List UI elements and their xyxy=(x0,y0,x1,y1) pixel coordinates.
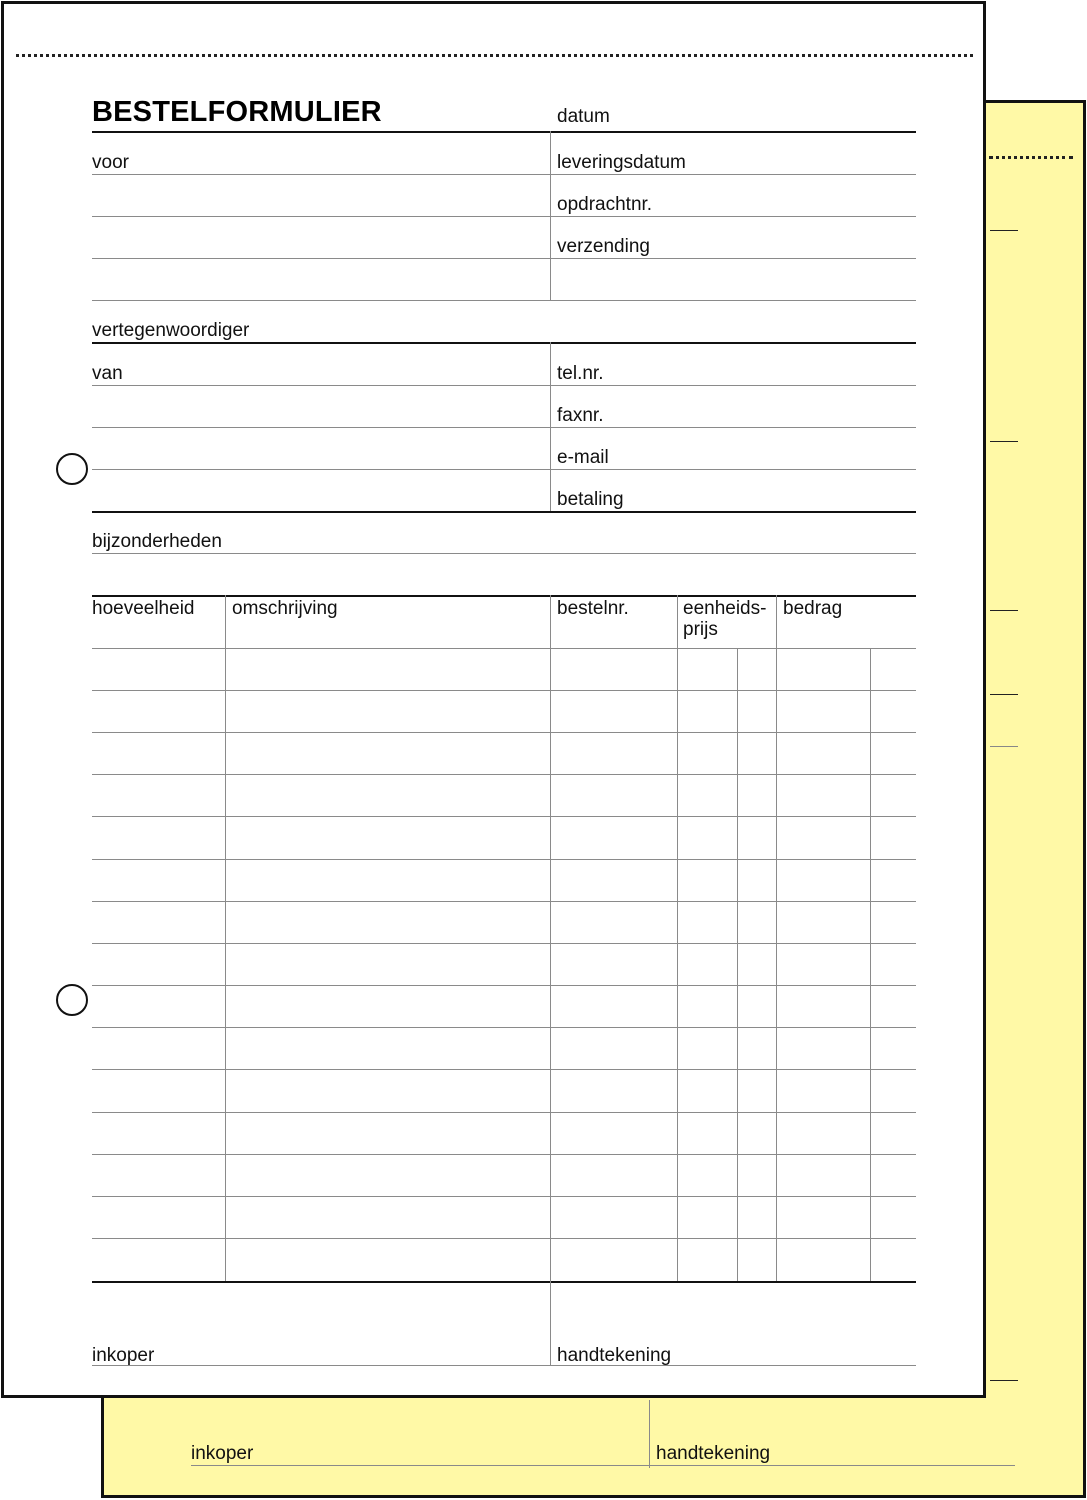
copy-divider xyxy=(649,1400,650,1468)
signature-line xyxy=(92,1365,916,1366)
vertegenwoordiger-label: vertegenwoordiger xyxy=(92,320,250,341)
contact-divider xyxy=(550,342,551,511)
opdrachtnr-label: opdrachtnr. xyxy=(557,194,653,215)
footer-divider xyxy=(550,1281,551,1365)
section-rule xyxy=(92,342,916,344)
copy-rule xyxy=(990,1380,1018,1381)
row-rule xyxy=(92,385,916,386)
table-row-rule xyxy=(92,1238,916,1239)
faxnr-label: faxnr. xyxy=(557,405,604,426)
col-bestelnr: bestelnr. xyxy=(557,598,629,619)
table-row-rule xyxy=(92,943,916,944)
row-rule xyxy=(92,469,916,470)
copy-rule xyxy=(990,230,1018,231)
email-label: e-mail xyxy=(557,447,609,468)
bijzonderheden-label: bijzonderheden xyxy=(92,531,222,552)
voor-label: voor xyxy=(92,152,129,173)
telnr-label: tel.nr. xyxy=(557,363,604,384)
col-eenheidsprijs: eenheids- prijs xyxy=(683,598,767,640)
table-row-rule xyxy=(92,1069,916,1070)
table-row-rule xyxy=(92,774,916,775)
table-row-rule xyxy=(92,816,916,817)
row-rule xyxy=(92,174,916,175)
col-divider xyxy=(550,595,551,1281)
col-divider xyxy=(677,595,678,1281)
table-row-rule xyxy=(92,901,916,902)
table-row-rule xyxy=(92,732,916,733)
copy-rule xyxy=(990,610,1018,611)
cents-divider xyxy=(737,648,738,1281)
col-divider xyxy=(225,595,226,1281)
copy-perforation xyxy=(989,156,1073,159)
table-top-rule xyxy=(92,595,916,597)
copy-handtekening-label: handtekening xyxy=(656,1443,771,1464)
table-row-rule xyxy=(92,1112,916,1113)
van-label: van xyxy=(92,363,123,384)
col-divider xyxy=(776,595,777,1281)
datum-label: datum xyxy=(557,106,610,127)
copy-rule xyxy=(990,694,1018,695)
row-rule xyxy=(92,258,916,259)
row-rule xyxy=(92,216,916,217)
verzending-label: verzending xyxy=(557,236,650,257)
table-bottom-rule xyxy=(92,1281,916,1283)
perforation-line xyxy=(16,54,973,57)
col-bedrag: bedrag xyxy=(783,598,843,619)
col-omschrijving: omschrijving xyxy=(232,598,338,619)
col-hoeveelheid: hoeveelheid xyxy=(92,598,195,619)
copy-inkoper-label: inkoper xyxy=(191,1443,254,1464)
order-form-sheet xyxy=(1,1,986,1398)
copy-rule xyxy=(990,441,1018,442)
cents-divider xyxy=(870,648,871,1281)
betaling-label: betaling xyxy=(557,489,624,510)
punch-hole-icon xyxy=(56,984,88,1016)
inkoper-label: inkoper xyxy=(92,1345,155,1366)
header-rule xyxy=(92,131,916,133)
header-divider xyxy=(550,131,551,300)
row-rule xyxy=(92,427,916,428)
leveringsdatum-label: leveringsdatum xyxy=(557,152,686,173)
handtekening-label: handtekening xyxy=(557,1345,672,1366)
row-rule xyxy=(92,553,916,554)
row-rule xyxy=(92,300,916,301)
table-row-rule xyxy=(92,985,916,986)
table-row-rule xyxy=(92,690,916,691)
section-rule xyxy=(92,511,916,513)
form-title: BESTELFORMULIER xyxy=(92,96,382,128)
copy-signature-line xyxy=(191,1465,1015,1466)
copy-rule xyxy=(990,746,1018,747)
table-row-rule xyxy=(92,1196,916,1197)
table-row-rule xyxy=(92,859,916,860)
table-row-rule xyxy=(92,648,916,649)
table-row-rule xyxy=(92,1027,916,1028)
table-row-rule xyxy=(92,1154,916,1155)
punch-hole-icon xyxy=(56,453,88,485)
